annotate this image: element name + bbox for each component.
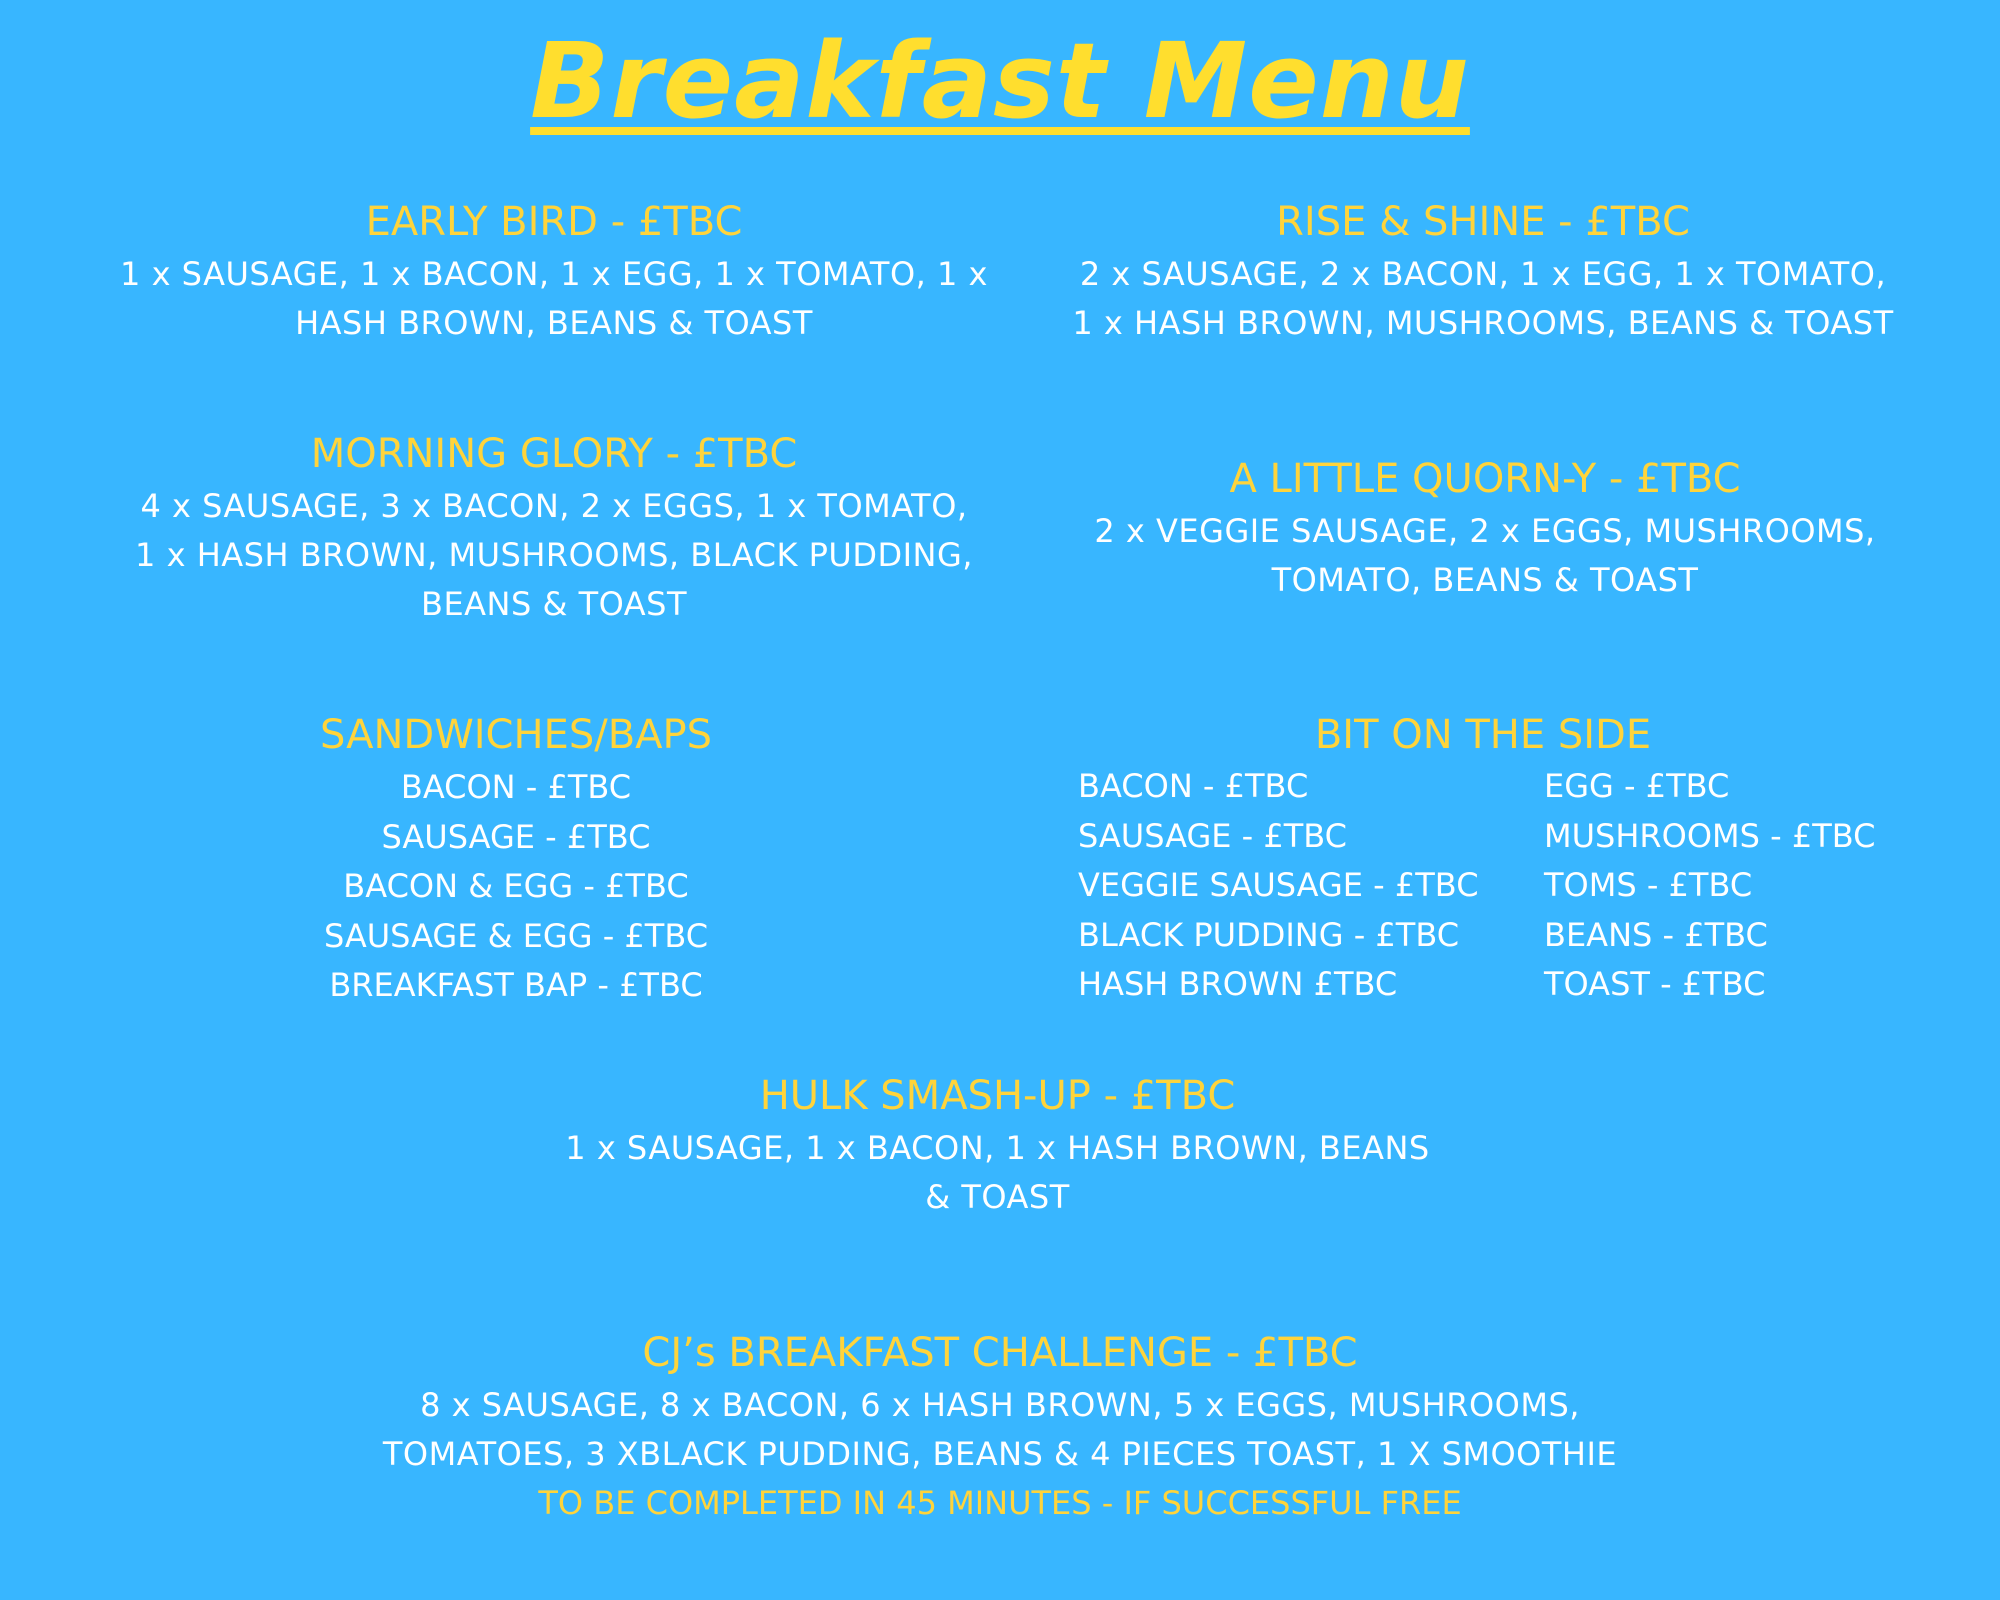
challenge-note: TO BE COMPLETED IN 45 MINUTES - IF SUCCESSFUL FREE <box>538 1484 1462 1522</box>
hulk-heading: HULK SMASH-UP - £TBC <box>759 1073 1236 1119</box>
challenge-heading: CJ’s BREAKFAST CHALLENGE - £TBC <box>642 1330 1358 1376</box>
list-item: BACON - £TBC <box>1078 767 1309 805</box>
challenge-section <box>340 1325 1660 1528</box>
side-list-left <box>1078 762 1479 1010</box>
list-item: SAUSAGE & EGG - £TBC <box>323 916 709 955</box>
early-bird-section <box>110 194 998 348</box>
side-heading: BIT ON THE SIDE <box>1314 712 1652 758</box>
morning-glory-section <box>130 426 978 629</box>
hulk-section <box>550 1068 1445 1222</box>
quorn-description: 2 x VEGGIE SAUSAGE, 2 x EGGS, MUSHROOMS, TOMATO, BEANS & TOAST <box>1094 512 1876 599</box>
list-item: SAUSAGE - £TBC <box>1078 816 1347 855</box>
list-item: BREAKFAST BAP - £TBC <box>329 966 703 1004</box>
morning-glory-heading: MORNING GLORY - £TBC <box>310 431 798 477</box>
list-item: BACON - £TBC <box>400 768 632 806</box>
side-list-right <box>1544 762 1875 1010</box>
list-item: BLACK PUDDING - £TBC <box>1078 915 1460 954</box>
list-item: VEGGIE SAUSAGE - £TBC <box>1078 866 1479 904</box>
challenge-description: 8 x SAUSAGE, 8 x BACON, 6 x HASH BROWN, 5 x EGGS, MUSHROOMS, TOMATOES, 3 XBLACK PUDDING, BEANS & 4 PIECES TOAST, 1 X SMOOTHIE <box>382 1386 1618 1473</box>
rise-shine-heading: RISE & SHINE - £TBC <box>1276 199 1690 245</box>
side-section <box>1078 707 1888 763</box>
list-item: MUSHROOMS - £TBC <box>1544 816 1876 855</box>
list-item: TOMS - £TBC <box>1544 866 1753 904</box>
quorn-section <box>1070 451 1900 605</box>
early-bird-description: 1 x SAUSAGE, 1 x BACON, 1 x EGG, 1 x TOMATO, 1 x HASH BROWN, BEANS & TOAST <box>120 255 988 342</box>
list-item: BACON & EGG - £TBC <box>343 867 689 905</box>
sandwiches-list <box>216 763 816 1011</box>
quorn-heading: A LITTLE QUORN-Y - £TBC <box>1229 456 1741 502</box>
early-bird-heading: EARLY BIRD - £TBC <box>365 199 743 245</box>
list-item: TOAST - £TBC <box>1544 965 1766 1003</box>
list-item: EGG - £TBC <box>1544 767 1730 805</box>
sandwiches-section <box>216 707 816 1011</box>
hulk-description: 1 x SAUSAGE, 1 x BACON, 1 x HASH BROWN, BEANS & TOAST <box>565 1129 1430 1216</box>
sandwiches-heading: SANDWICHES/BAPS <box>319 712 713 758</box>
list-item: SAUSAGE - £TBC <box>381 817 651 856</box>
list-item: HASH BROWN £TBC <box>1078 965 1398 1003</box>
list-item: BEANS - £TBC <box>1544 915 1768 954</box>
rise-shine-description: 2 x SAUSAGE, 2 x BACON, 1 x EGG, 1 x TOMATO, 1 x HASH BROWN, MUSHROOMS, BEANS & TOAST <box>1072 255 1894 342</box>
morning-glory-description: 4 x SAUSAGE, 3 x BACON, 2 x EGGS, 1 x TOMATO, 1 x HASH BROWN, MUSHROOMS, BLACK PUDDING, BEANS & TOAST <box>135 487 973 623</box>
menu-title: Breakfast Menu <box>530 20 1470 142</box>
rise-shine-section <box>1068 194 1898 348</box>
